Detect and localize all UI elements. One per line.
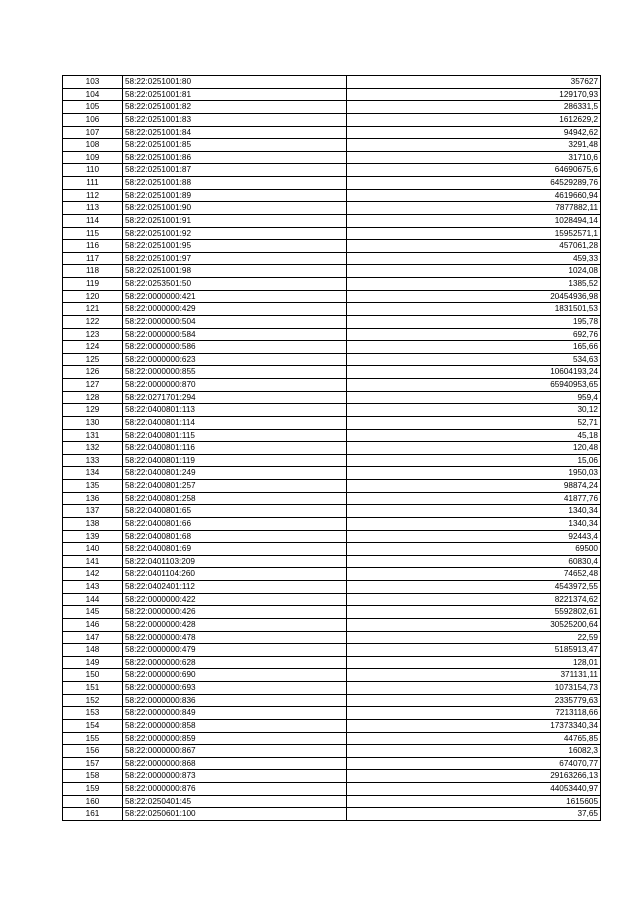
row-number-cell: 104 [63,88,123,101]
row-number-cell: 108 [63,139,123,152]
row-number-cell: 124 [63,341,123,354]
cadastral-number-cell: 58:22:0000000:504 [123,315,347,328]
value-cell: 959,4 [347,391,601,404]
cadastral-number-cell: 58:22:0000000:849 [123,707,347,720]
value-cell: 74652,48 [347,568,601,581]
cadastral-number-cell: 58:22:0400801:69 [123,543,347,556]
cadastral-number-cell: 58:22:0251001:91 [123,214,347,227]
table-row [63,164,601,177]
table-row [63,795,601,808]
value-cell: 1950,03 [347,467,601,480]
table-row [63,404,601,417]
value-cell: 4619660,94 [347,189,601,202]
table-row [63,303,601,316]
value-cell: 16082,3 [347,745,601,758]
table-row [63,139,601,152]
value-cell: 195,78 [347,315,601,328]
cadastral-number-cell: 58:22:0000000:584 [123,328,347,341]
table-body [63,76,601,821]
cadastral-number-cell: 58:22:0251001:84 [123,126,347,139]
cadastral-number-cell: 58:22:0253501:50 [123,278,347,291]
row-number-cell: 148 [63,644,123,657]
cadastral-number-cell: 58:22:0400801:66 [123,517,347,530]
cadastral-number-cell: 58:22:0251001:81 [123,88,347,101]
value-cell: 4543972,55 [347,581,601,594]
row-number-cell: 146 [63,618,123,631]
value-cell: 30525200,64 [347,618,601,631]
table-row [63,707,601,720]
value-cell: 674070,77 [347,757,601,770]
cadastral-number-cell: 58:22:0000000:429 [123,303,347,316]
row-number-cell: 106 [63,113,123,126]
table-row [63,492,601,505]
table-row [63,808,601,821]
table-row [63,315,601,328]
value-cell: 7213118,66 [347,707,601,720]
row-number-cell: 156 [63,745,123,758]
value-cell: 357627 [347,76,601,89]
table-row [63,745,601,758]
table-row [63,278,601,291]
table-row [63,732,601,745]
table-row [63,151,601,164]
cadastral-number-cell: 58:22:0000000:479 [123,644,347,657]
cadastral-number-cell: 58:22:0251001:90 [123,202,347,215]
value-cell: 52,71 [347,416,601,429]
value-cell: 1024,08 [347,265,601,278]
value-cell: 64529289,76 [347,177,601,190]
table-row [63,442,601,455]
value-cell: 69500 [347,543,601,556]
table-row [63,177,601,190]
row-number-cell: 116 [63,240,123,253]
table-row [63,517,601,530]
cadastral-number-cell: 58:22:0251001:85 [123,139,347,152]
cadastral-number-cell: 58:22:0400801:257 [123,480,347,493]
cadastral-number-cell: 58:22:0000000:422 [123,593,347,606]
table-row [63,379,601,392]
table-row [63,252,601,265]
cadastral-number-cell: 58:22:0251001:89 [123,189,347,202]
cadastral-number-cell: 58:22:0400801:68 [123,530,347,543]
row-number-cell: 127 [63,379,123,392]
table-row [63,644,601,657]
value-cell: 20454936,98 [347,290,601,303]
value-cell: 692,76 [347,328,601,341]
cadastral-number-cell: 58:22:0251001:97 [123,252,347,265]
row-number-cell: 144 [63,593,123,606]
data-table [62,75,601,821]
table-row [63,214,601,227]
value-cell: 10604193,24 [347,366,601,379]
value-cell: 44765,85 [347,732,601,745]
cadastral-number-cell: 58:22:0400801:114 [123,416,347,429]
value-cell: 44053440,97 [347,783,601,796]
table-row [63,656,601,669]
row-number-cell: 139 [63,530,123,543]
value-cell: 30,12 [347,404,601,417]
row-number-cell: 114 [63,214,123,227]
table-row [63,606,601,619]
cadastral-number-cell: 58:22:0400801:258 [123,492,347,505]
value-cell: 371131,11 [347,669,601,682]
cadastral-number-cell: 58:22:0400801:115 [123,429,347,442]
value-cell: 1028494,14 [347,214,601,227]
row-number-cell: 149 [63,656,123,669]
table-row [63,757,601,770]
value-cell: 1385,52 [347,278,601,291]
value-cell: 165,66 [347,341,601,354]
row-number-cell: 107 [63,126,123,139]
table-row [63,618,601,631]
value-cell: 2335779,63 [347,694,601,707]
row-number-cell: 126 [63,366,123,379]
table-row [63,391,601,404]
value-cell: 120,48 [347,442,601,455]
row-number-cell: 117 [63,252,123,265]
row-number-cell: 120 [63,290,123,303]
row-number-cell: 154 [63,719,123,732]
value-cell: 29163266,13 [347,770,601,783]
table-row [63,694,601,707]
row-number-cell: 134 [63,467,123,480]
cadastral-number-cell: 58:22:0000000:870 [123,379,347,392]
row-number-cell: 145 [63,606,123,619]
value-cell: 5592802,61 [347,606,601,619]
row-number-cell: 105 [63,101,123,114]
cadastral-number-cell: 58:22:0000000:858 [123,719,347,732]
row-number-cell: 160 [63,795,123,808]
value-cell: 17373340,34 [347,719,601,732]
value-cell: 37,65 [347,808,601,821]
row-number-cell: 135 [63,480,123,493]
cadastral-number-cell: 58:22:0251001:98 [123,265,347,278]
value-cell: 1615605 [347,795,601,808]
row-number-cell: 112 [63,189,123,202]
cadastral-number-cell: 58:22:0400801:65 [123,505,347,518]
cadastral-number-cell: 58:22:0251001:82 [123,101,347,114]
table-row [63,480,601,493]
cadastral-number-cell: 58:22:0000000:868 [123,757,347,770]
row-number-cell: 113 [63,202,123,215]
value-cell: 3291,48 [347,139,601,152]
cadastral-number-cell: 58:22:0000000:693 [123,682,347,695]
table-row [63,88,601,101]
value-cell: 31710,6 [347,151,601,164]
cadastral-number-cell: 58:22:0251001:87 [123,164,347,177]
table-row [63,770,601,783]
table-row [63,543,601,556]
row-number-cell: 136 [63,492,123,505]
table-row [63,265,601,278]
cadastral-number-cell: 58:22:0402401:112 [123,581,347,594]
table-row [63,454,601,467]
row-number-cell: 150 [63,669,123,682]
row-number-cell: 110 [63,164,123,177]
value-cell: 15952571,1 [347,227,601,240]
table-row [63,240,601,253]
cadastral-number-cell: 58:22:0400801:249 [123,467,347,480]
row-number-cell: 140 [63,543,123,556]
table-row [63,783,601,796]
cadastral-number-cell: 58:22:0000000:478 [123,631,347,644]
row-number-cell: 125 [63,353,123,366]
cadastral-number-cell: 58:22:0251001:86 [123,151,347,164]
row-number-cell: 109 [63,151,123,164]
table-row [63,101,601,114]
cadastral-number-cell: 58:22:0400801:116 [123,442,347,455]
value-cell: 1612629,2 [347,113,601,126]
cadastral-number-cell: 58:22:0000000:873 [123,770,347,783]
value-cell: 1340,34 [347,505,601,518]
row-number-cell: 141 [63,555,123,568]
value-cell: 128,01 [347,656,601,669]
cadastral-number-cell: 58:22:0000000:836 [123,694,347,707]
row-number-cell: 129 [63,404,123,417]
cadastral-number-cell: 58:22:0000000:428 [123,618,347,631]
table-row [63,189,601,202]
row-number-cell: 121 [63,303,123,316]
row-number-cell: 161 [63,808,123,821]
table-row [63,719,601,732]
cadastral-number-cell: 58:22:0000000:628 [123,656,347,669]
table-row [63,593,601,606]
cadastral-number-cell: 58:22:0000000:690 [123,669,347,682]
cadastral-number-cell: 58:22:0000000:876 [123,783,347,796]
value-cell: 534,63 [347,353,601,366]
cadastral-number-cell: 58:22:0000000:867 [123,745,347,758]
row-number-cell: 123 [63,328,123,341]
row-number-cell: 142 [63,568,123,581]
cadastral-number-cell: 58:22:0401103:209 [123,555,347,568]
value-cell: 98874,24 [347,480,601,493]
cadastral-number-cell: 58:22:0000000:586 [123,341,347,354]
value-cell: 286331,5 [347,101,601,114]
cadastral-number-cell: 58:22:0251001:95 [123,240,347,253]
value-cell: 65940953,65 [347,379,601,392]
table-row [63,341,601,354]
table-row [63,290,601,303]
row-number-cell: 155 [63,732,123,745]
value-cell: 8221374,62 [347,593,601,606]
table-row [63,467,601,480]
row-number-cell: 143 [63,581,123,594]
row-number-cell: 133 [63,454,123,467]
row-number-cell: 159 [63,783,123,796]
row-number-cell: 122 [63,315,123,328]
row-number-cell: 152 [63,694,123,707]
row-number-cell: 115 [63,227,123,240]
value-cell: 15,06 [347,454,601,467]
value-cell: 22,59 [347,631,601,644]
value-cell: 1340,34 [347,517,601,530]
table-row [63,682,601,695]
value-cell: 129170,93 [347,88,601,101]
row-number-cell: 147 [63,631,123,644]
value-cell: 5185913,47 [347,644,601,657]
cadastral-number-cell: 58:22:0000000:623 [123,353,347,366]
row-number-cell: 103 [63,76,123,89]
value-cell: 1073154,73 [347,682,601,695]
value-cell: 92443,4 [347,530,601,543]
row-number-cell: 157 [63,757,123,770]
cadastral-number-cell: 58:22:0250401:45 [123,795,347,808]
table-row [63,555,601,568]
row-number-cell: 151 [63,682,123,695]
cadastral-number-cell: 58:22:0000000:855 [123,366,347,379]
row-number-cell: 137 [63,505,123,518]
cadastral-number-cell: 58:22:0000000:859 [123,732,347,745]
table-row [63,581,601,594]
row-number-cell: 131 [63,429,123,442]
value-cell: 60830,4 [347,555,601,568]
value-cell: 1831501,53 [347,303,601,316]
cadastral-number-cell: 58:22:0251001:92 [123,227,347,240]
table-row [63,126,601,139]
cadastral-number-cell: 58:22:0400801:113 [123,404,347,417]
cadastral-number-cell: 58:22:0271701:294 [123,391,347,404]
cadastral-number-cell: 58:22:0250601:100 [123,808,347,821]
value-cell: 94942,62 [347,126,601,139]
cadastral-number-cell: 58:22:0251001:88 [123,177,347,190]
row-number-cell: 128 [63,391,123,404]
table-row [63,416,601,429]
row-number-cell: 158 [63,770,123,783]
table-row [63,113,601,126]
cadastral-number-cell: 58:22:0000000:421 [123,290,347,303]
cadastral-number-cell: 58:22:0251001:83 [123,113,347,126]
table-row [63,429,601,442]
row-number-cell: 138 [63,517,123,530]
cadastral-number-cell: 58:22:0400801:119 [123,454,347,467]
row-number-cell: 119 [63,278,123,291]
table-row [63,505,601,518]
cadastral-number-cell: 58:22:0401104:260 [123,568,347,581]
value-cell: 41877,76 [347,492,601,505]
table-row [63,568,601,581]
table-row [63,631,601,644]
value-cell: 457061,28 [347,240,601,253]
row-number-cell: 130 [63,416,123,429]
table-row [63,669,601,682]
value-cell: 7877882,11 [347,202,601,215]
table-row [63,530,601,543]
table-row [63,202,601,215]
row-number-cell: 118 [63,265,123,278]
row-number-cell: 153 [63,707,123,720]
table-row [63,76,601,89]
table-row [63,328,601,341]
cadastral-number-cell: 58:22:0000000:426 [123,606,347,619]
table-row [63,366,601,379]
value-cell: 64690675,6 [347,164,601,177]
cadastral-number-cell: 58:22:0251001:80 [123,76,347,89]
table-row [63,227,601,240]
table-row [63,353,601,366]
row-number-cell: 132 [63,442,123,455]
value-cell: 459,33 [347,252,601,265]
row-number-cell: 111 [63,177,123,190]
value-cell: 45,18 [347,429,601,442]
